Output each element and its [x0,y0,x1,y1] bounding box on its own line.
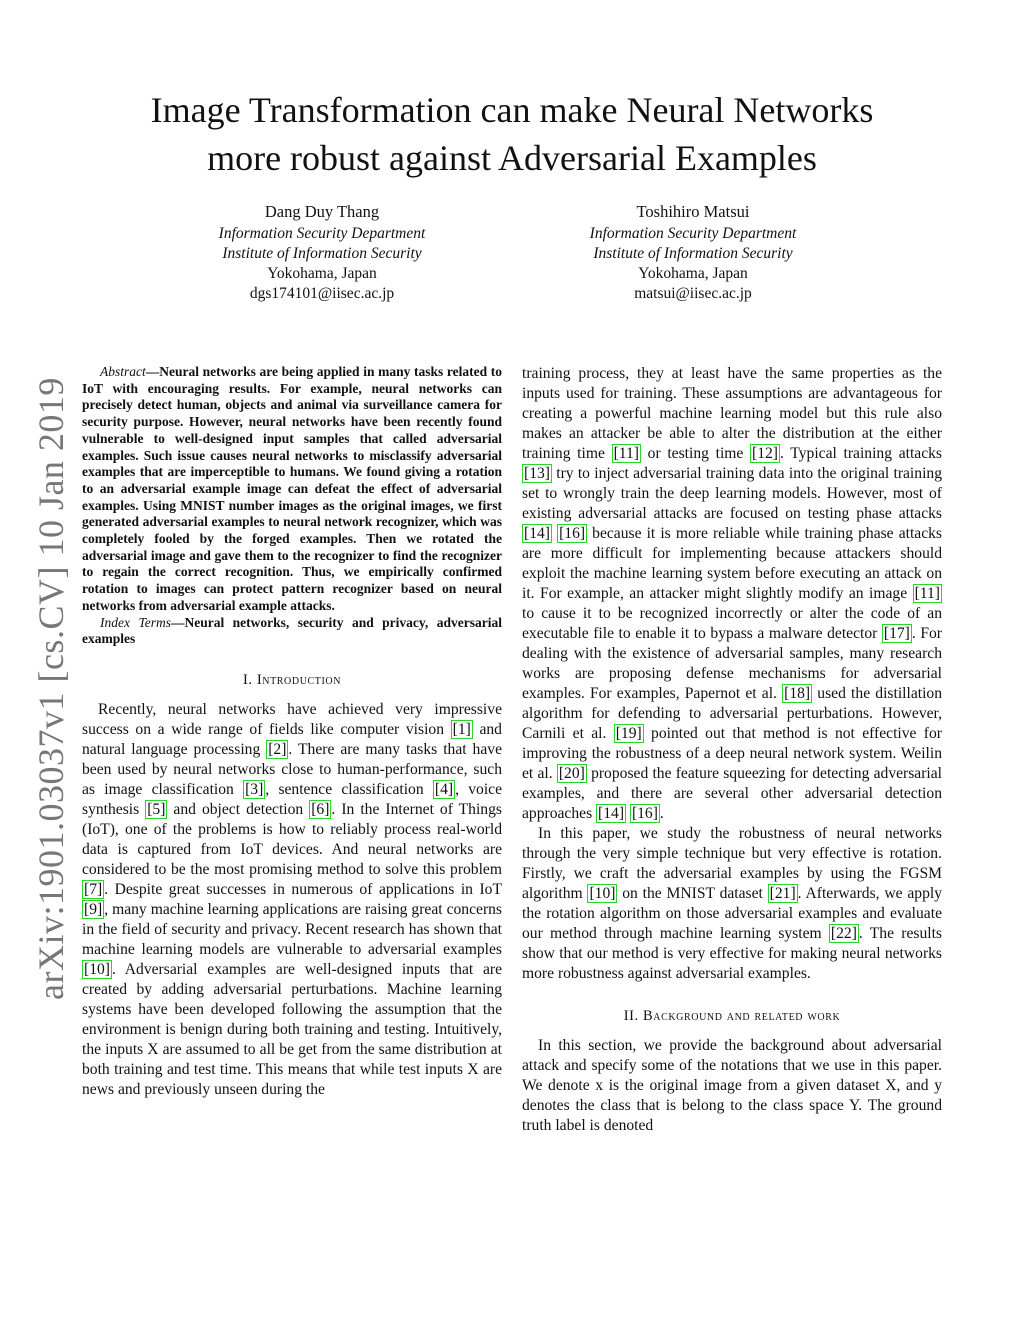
author-name: Toshihiro Matsui [636,202,750,221]
citation-link[interactable]: [17] [883,625,910,642]
author-city: Yokohama, Japan [638,265,748,282]
text-run: . There are many tasks that have been used by neural networks close to human-performance, such as image classification [82,740,502,798]
citation-link[interactable]: [18] [784,685,811,702]
index-terms [82,615,502,648]
text-run: pointed out that method is not effective for improving the robustness of a deep neural network system. Weilin et al. [522,725,942,782]
text-run: . The results show that our method is very effective for making neural networks more robustness against adversarial examples. [522,925,942,982]
citation-link[interactable]: [16] [631,805,658,822]
text-run: . In the Internet of Things (IoT), one of the problems is how to reliably process real-world data is captured from IoT devices. And neural networks are considered to be the most promising method to solve this problem [82,800,502,878]
citation-link[interactable]: [5] [147,800,166,818]
author-block-2 [523,202,863,304]
index-terms-text: —Neural networks, security and privacy, adversarial examples [82,614,503,647]
right-column [522,364,942,1136]
abstract-label: Abstract [100,364,146,379]
author-email: dgs174101@iisec.ac.jp [249,285,395,302]
author-email: matsui@iisec.ac.jp [634,285,752,302]
citation-link[interactable]: [3] [245,780,264,798]
paper-title [90,86,934,182]
intro-continuation-paragraph [522,364,942,824]
citation-link[interactable]: [10] [589,885,616,902]
text-run: on the MNIST dataset [617,885,768,902]
text-run: and natural language processing [82,720,502,758]
text-run: try to inject adversarial training data into the original training set to wrongly train the deep learning models. However, most of existing adversarial attacks are focused on testing phase attacks [522,465,942,522]
text-run: training process, they at least have the same properties as the inputs used for training. These assumptions are advantageous for creating a powerful machine learning model but this rule also makes an attacker be able to alter the distribution at the either training time [522,365,942,462]
citation-link[interactable]: [9] [84,900,103,918]
text-run: . Typical training attacks [780,445,942,462]
citation-link[interactable]: [19] [615,725,642,742]
citation-link[interactable]: [21] [769,885,796,902]
background-paragraph: In this section, we provide the background about adversarial attack and specify some of the notations that we use in this paper. We denote x is the original image from a given dataset X, and y denotes the class that is belong to the class space Y. The ground truth label is denoted [522,1037,942,1134]
citation-link[interactable]: [11] [613,445,639,462]
citation-link[interactable]: [11] [914,585,940,602]
text-run: used the distillation algorithm for defending to adversarial perturbations. However, Carnili et al. [522,685,942,742]
text-run: , sentence classification [265,780,433,798]
text-run: , many machine learning applications are raising great concerns in the field of security and privacy. Recent research has shown that machine learning models are vulnerable to adversarial examples [82,900,502,958]
author-block-1 [152,202,492,304]
author-name: Dang Duy Thang [264,202,380,221]
title-line-2: more robust against Adversarial Examples [207,138,817,178]
text-run: Recently, neural networks have achieved very impressive success on a wide range of fields like computer vision [82,700,502,738]
citation-link[interactable]: [13] [524,465,550,482]
arxiv-identifier: arXiv:1901.03037v1 [cs.CV] 10 Jan 2019 [31,377,71,1000]
title-line-1: Image Transformation can make Neural Networks [150,90,874,130]
text-run: because it is more reliable while training phase attacks are more difficult for implementing because attackers should exploit the machine learning system before executing an attack on it. For example, an attacker might slightly modify an image [522,525,942,602]
text-run: . For dealing with the existence of adversarial samples, many research works are proposing defense mechanisms for adversarial examples. For examples, Papernot et al. [522,625,942,702]
text-run: and object detection [167,800,310,818]
text-run: In this paper, we study the robustness of neural networks through the very simple technique but very effective is rotation. Firstly, we craft the adversarial examples by using the FGSM algorithm [522,825,942,902]
text-run: . Despite great successes in numerous of applications in IoT [104,880,502,898]
abstract-text: —Neural networks are being applied in many tasks related to IoT with encouraging results. For example, neural networks can precisely detect human, objects and animal via surveillance camera for security purpose. However, neural networks have been recently found vulnerable to well-designed input samples that called adversarial examples. Such issue causes neural networks to misclassify adversarial examples that are imperceptible to humans. We found giving a rotation to an adversarial example image can defeat the effect of adversarial examples. Using MNIST number images as the original images, we first generated adversarial examples to neural network recognizer, which was completely fooled by the forged examples. Then we rotated the adversarial image and gave them to the recognizer to find the recognizer to regain the correct recognition. Thus, we empirically confirmed rotation to images can protect pattern recognizer based on neural networks from adversarial example attacks. [82,364,502,613]
author-department: Information Security Department [589,225,797,242]
text-run: to cause it to be recognized incorrectly or alter the code of an executable file to enable it to bypass a malware detector [522,605,942,642]
section-heading-background: II. Background and related work [623,1008,841,1024]
citation-link[interactable]: [14] [598,805,625,822]
text-run: . [659,805,664,822]
left-column [82,364,502,1100]
text-run: or testing time [641,445,751,462]
text-run: proposed the feature squeezing for detecting adversarial examples, and there are several other adversarial detection approaches [522,765,942,822]
citation-link[interactable]: [2] [268,740,287,758]
citation-link[interactable]: [12] [752,445,778,462]
abstract [82,364,502,615]
citation-link[interactable]: [7] [84,880,103,898]
contribution-paragraph [522,824,942,984]
citation-link[interactable]: [10] [84,960,110,978]
text-run: . Afterwards, we apply the rotation algorithm on those adversarial examples and evaluate our method through machine learning system [522,885,942,942]
author-department: Information Security Department [218,225,426,242]
author-institute: Institute of Information Security [593,245,793,262]
citation-link[interactable]: [4] [434,780,454,798]
citation-link[interactable]: [14] [524,525,550,542]
citation-link[interactable]: [16] [559,525,586,542]
citation-link[interactable]: [6] [311,800,330,818]
section-heading-introduction: I. Introduction [242,671,342,688]
citation-link[interactable]: [22] [830,925,857,942]
citation-link[interactable]: [20] [558,765,585,782]
text-run: . Adversarial examples are well-designed inputs that are created by adding adversarial perturbations. Machine learning systems have been developed following the assumption that the environment is benign during both training and testing. Intuitively, the inputs X are assumed to all be get from the same distribution at both training and test time. This means that while test inputs X are news and previously unseen during the [82,960,502,1098]
author-institute: Institute of Information Security [222,245,422,262]
citation-link[interactable]: [1] [452,720,471,738]
author-city: Yokohama, Japan [267,265,377,282]
index-terms-label: Index Terms [100,614,171,630]
text-run: , voice synthesis [82,780,502,818]
introduction-paragraph [82,700,502,1100]
